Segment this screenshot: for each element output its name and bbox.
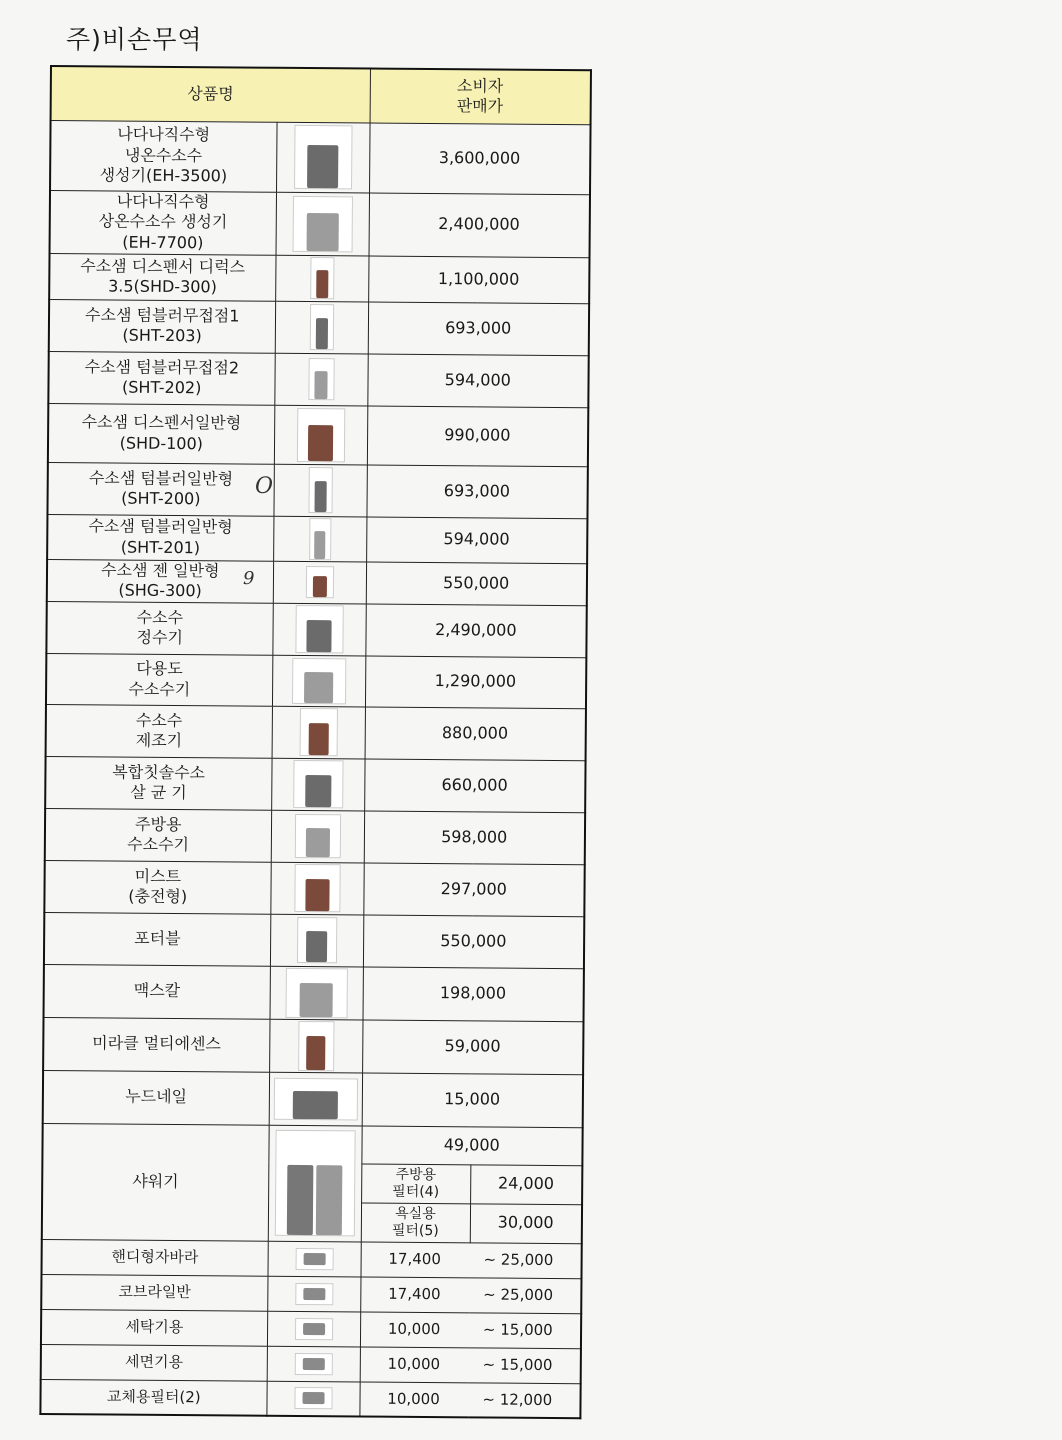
product-image-cell bbox=[270, 966, 363, 1020]
table-row bbox=[45, 756, 585, 812]
handwritten-mark: 9 bbox=[243, 568, 255, 589]
product-name-line: 생성기(EH-3500) bbox=[99, 165, 228, 186]
price-cell: 1,290,000 bbox=[365, 655, 586, 708]
product-photo bbox=[299, 708, 337, 756]
price-cell: 3,600,000 bbox=[369, 123, 591, 195]
product-image-cell bbox=[273, 464, 366, 517]
product-image-cell bbox=[267, 1276, 360, 1312]
price-cell: 198,000 bbox=[363, 966, 584, 1021]
price-cell: 598,000 bbox=[364, 810, 585, 864]
product-name-cell bbox=[46, 704, 272, 758]
product-photo-shape bbox=[315, 318, 327, 349]
table-row bbox=[46, 601, 586, 657]
price-range-cell bbox=[359, 1381, 580, 1418]
table-row bbox=[41, 1344, 581, 1383]
price-min: 10,000 bbox=[387, 1319, 441, 1339]
filter-label-line: 필터(4) bbox=[392, 1183, 440, 1200]
product-image-cell bbox=[274, 405, 367, 465]
product-name-line: 수소수 bbox=[135, 710, 183, 730]
product-name-cell: 핸디형자바라 bbox=[42, 1239, 268, 1276]
price-table bbox=[39, 65, 592, 1419]
product-name-line: 나다나직수형 bbox=[117, 124, 211, 145]
product-name-line: 수소샘 텀블러일반형 bbox=[88, 516, 233, 537]
price-range-cell bbox=[360, 1276, 581, 1313]
handwritten-mark: O bbox=[255, 474, 274, 499]
product-name-line: (SHT-202) bbox=[121, 377, 202, 398]
product-name-cell bbox=[47, 514, 273, 561]
product-image-cell bbox=[273, 561, 366, 604]
filter-price-cell: 30,000 bbox=[470, 1203, 582, 1243]
product-photo-shape bbox=[304, 672, 333, 703]
filter-label-cell bbox=[361, 1202, 470, 1242]
product-photo bbox=[291, 657, 345, 703]
price-min: 17,400 bbox=[388, 1249, 441, 1269]
price-cell: 49,000 bbox=[361, 1125, 582, 1165]
product-name-line: (SHT-203) bbox=[122, 325, 202, 346]
table-row bbox=[44, 912, 584, 968]
product-photo bbox=[310, 257, 334, 299]
table-row bbox=[47, 559, 587, 605]
price-cell: 2,490,000 bbox=[365, 603, 586, 657]
product-name-line: 3.5(SHD-300) bbox=[108, 276, 217, 297]
product-name-line: 수소샘 디스펜서 디럭스 bbox=[80, 255, 246, 277]
product-name-cell: 세면기용 bbox=[41, 1344, 267, 1381]
product-photo-shape bbox=[312, 576, 326, 597]
price-range bbox=[360, 1389, 580, 1410]
product-photo bbox=[273, 1077, 357, 1120]
product-name-cell bbox=[50, 120, 277, 192]
product-image-cell bbox=[272, 706, 365, 759]
product-name-cell bbox=[45, 808, 271, 862]
table-row bbox=[40, 1379, 580, 1418]
price-range bbox=[361, 1319, 581, 1340]
product-name-cell bbox=[50, 190, 276, 255]
price-max: ~ 15,000 bbox=[482, 1355, 553, 1374]
product-image-cell bbox=[267, 1346, 360, 1382]
product-photo-shape bbox=[314, 531, 325, 559]
product-photo-shape bbox=[308, 425, 333, 461]
product-photo bbox=[296, 917, 336, 963]
price-cell: 1,100,000 bbox=[368, 256, 589, 304]
product-name-cell bbox=[45, 756, 271, 810]
product-image-cell bbox=[267, 1311, 360, 1347]
table-row bbox=[49, 299, 589, 355]
product-name-line: (EH-7700) bbox=[122, 232, 204, 252]
product-name-line: 수소수기 bbox=[127, 834, 190, 855]
price-max: ~ 12,000 bbox=[482, 1390, 553, 1409]
product-name-line: 수소샘 디스펜서일반형 bbox=[81, 412, 242, 433]
product-name-line: 누드네일 bbox=[125, 1086, 188, 1107]
product-photo-shape bbox=[316, 1165, 343, 1235]
price-cell: 660,000 bbox=[364, 758, 585, 812]
price-range bbox=[361, 1249, 581, 1270]
product-image-cell bbox=[271, 810, 364, 863]
table-row bbox=[44, 860, 584, 916]
price-cell: 15,000 bbox=[362, 1072, 583, 1127]
product-image-cell bbox=[268, 1125, 362, 1242]
product-photo-shape bbox=[293, 1090, 338, 1118]
product-photo bbox=[294, 1317, 332, 1339]
product-photo-shape bbox=[300, 982, 333, 1016]
product-image-cell bbox=[269, 1072, 362, 1126]
table-row bbox=[41, 1309, 581, 1348]
product-name-line: 제조기 bbox=[135, 730, 183, 751]
price-cell: 59,000 bbox=[362, 1019, 583, 1074]
product-photo-shape bbox=[316, 270, 328, 298]
product-photo bbox=[294, 1387, 332, 1409]
product-photo bbox=[295, 605, 343, 653]
table-row bbox=[41, 1274, 581, 1313]
price-min: 10,000 bbox=[387, 1354, 441, 1374]
price-min: 10,000 bbox=[387, 1389, 440, 1408]
product-photo-shape bbox=[303, 1323, 325, 1335]
product-name-cell bbox=[48, 351, 274, 405]
product-name-line: 상온수소수 생성기 bbox=[98, 211, 228, 232]
product-image-cell bbox=[269, 1019, 362, 1073]
product-image-cell bbox=[275, 255, 368, 302]
price-header-line2: 판매가 bbox=[456, 96, 504, 116]
product-image-cell bbox=[266, 1381, 359, 1417]
product-photo bbox=[274, 1130, 355, 1237]
product-name-cell bbox=[44, 964, 270, 1019]
product-image-cell bbox=[272, 655, 365, 707]
product-photo-shape bbox=[306, 1036, 325, 1070]
product-photo bbox=[308, 467, 332, 513]
table-row bbox=[43, 1070, 583, 1127]
product-photo bbox=[295, 1247, 333, 1269]
table-row bbox=[45, 808, 585, 864]
table-row bbox=[50, 190, 590, 257]
product-photo bbox=[309, 304, 333, 350]
product-name-line: 다용도 bbox=[136, 658, 183, 679]
table-row bbox=[47, 462, 587, 518]
product-name-cell bbox=[49, 299, 275, 353]
product-name-line: 주방용 bbox=[135, 814, 182, 834]
price-sheet bbox=[39, 65, 590, 1419]
price-cell: 880,000 bbox=[365, 706, 586, 760]
filter-label-line: 필터(5) bbox=[391, 1222, 439, 1239]
price-cell: 2,400,000 bbox=[369, 193, 590, 258]
product-name-line: 미라클 멀티에센스 bbox=[92, 1033, 221, 1054]
product-photo-shape bbox=[314, 481, 326, 512]
product-name-cell bbox=[44, 912, 270, 966]
filter-price-cell: 24,000 bbox=[470, 1164, 582, 1204]
product-photo bbox=[285, 967, 347, 1017]
table-header-row bbox=[51, 66, 591, 124]
product-name-cell bbox=[46, 601, 272, 655]
table-row bbox=[50, 120, 591, 194]
product-name-cell bbox=[47, 559, 273, 603]
product-name-line: 수소샘 텀블러일반형 bbox=[88, 467, 234, 488]
product-photo-shape bbox=[305, 828, 329, 857]
product-photo bbox=[295, 1282, 333, 1304]
table-row bbox=[47, 514, 587, 563]
product-photo-shape bbox=[302, 1358, 324, 1370]
product-photo-shape bbox=[308, 723, 328, 755]
product-photo-shape bbox=[303, 1253, 325, 1265]
product-photo-shape bbox=[303, 1288, 325, 1300]
table-row bbox=[48, 403, 588, 466]
price-cell: 594,000 bbox=[367, 354, 588, 408]
table-row bbox=[46, 704, 586, 760]
product-photo-shape bbox=[306, 213, 338, 251]
product-photo bbox=[298, 1020, 334, 1070]
table-row bbox=[46, 653, 586, 708]
product-image-cell bbox=[274, 353, 367, 406]
product-name-cell bbox=[43, 1017, 269, 1072]
price-header bbox=[370, 69, 591, 125]
product-name-line: (SHG-300) bbox=[118, 580, 202, 601]
product-photo bbox=[296, 407, 344, 461]
price-cell: 693,000 bbox=[366, 465, 587, 519]
product-name-line: (SHT-200) bbox=[121, 488, 201, 509]
product-name-cell bbox=[46, 653, 272, 706]
price-range bbox=[360, 1354, 580, 1375]
product-image-cell bbox=[267, 1241, 360, 1277]
product-photo bbox=[293, 760, 343, 808]
product-photo-shape bbox=[305, 879, 329, 911]
price-cell: 297,000 bbox=[363, 862, 584, 916]
product-photo bbox=[294, 1352, 332, 1374]
product-image-cell bbox=[270, 914, 363, 967]
product-photo-shape bbox=[305, 775, 331, 807]
table-row bbox=[48, 351, 588, 407]
product-name-line: 수소수기 bbox=[128, 679, 191, 699]
product-photo bbox=[308, 358, 334, 400]
product-name-line: 수소수 bbox=[136, 607, 184, 627]
table-row bbox=[49, 253, 589, 303]
product-photo-shape bbox=[306, 931, 327, 962]
product-photo-shape bbox=[314, 371, 327, 399]
product-photo-shape bbox=[306, 620, 331, 652]
product-photo bbox=[294, 814, 340, 858]
product-name-cell bbox=[49, 253, 275, 301]
table-row bbox=[42, 1239, 582, 1278]
product-name-line: 수소샘 텀블러무접점1 bbox=[85, 304, 240, 326]
product-image-cell bbox=[271, 758, 364, 811]
product-name-cell: 코브라일반 bbox=[41, 1274, 267, 1311]
filter-label-line: 욕실용 bbox=[395, 1206, 436, 1223]
product-name-line: 냉온수소수 bbox=[124, 145, 203, 165]
product-photo-shape bbox=[302, 1392, 324, 1404]
product-name-line: 수소샘 젠 일반형 bbox=[101, 559, 220, 580]
product-name-line: 수소샘 텀블러무접점2 bbox=[84, 356, 240, 378]
price-cell: 990,000 bbox=[367, 406, 588, 467]
product-name-cell bbox=[48, 403, 274, 464]
product-name-cell bbox=[44, 860, 270, 914]
product-name-line: 포터블 bbox=[134, 928, 181, 948]
product-image-cell bbox=[270, 862, 363, 915]
price-cell: 594,000 bbox=[366, 516, 587, 563]
table-row bbox=[42, 1123, 582, 1165]
price-range-cell bbox=[360, 1311, 581, 1348]
product-image-cell bbox=[275, 301, 368, 354]
table-row bbox=[44, 964, 584, 1021]
filter-label-line: 주방용 bbox=[395, 1167, 437, 1184]
price-cell: 550,000 bbox=[366, 561, 587, 605]
product-image-cell bbox=[276, 122, 370, 193]
price-header-line1: 소비자 bbox=[456, 75, 504, 96]
product-image-cell bbox=[273, 516, 366, 562]
price-max: ~ 25,000 bbox=[483, 1285, 554, 1304]
price-cell: 550,000 bbox=[363, 914, 584, 968]
price-range-cell bbox=[360, 1241, 581, 1278]
product-name-line: (SHT-201) bbox=[120, 537, 201, 557]
product-photo bbox=[294, 864, 340, 912]
product-name-cell: 샤워기 bbox=[42, 1123, 269, 1241]
price-range-cell bbox=[360, 1346, 581, 1383]
product-name-line: 미스트 bbox=[134, 866, 182, 886]
product-name-header: 상품명 bbox=[51, 66, 370, 123]
product-name-cell bbox=[47, 462, 273, 516]
product-name-cell bbox=[43, 1070, 269, 1125]
product-photo-shape bbox=[307, 145, 338, 188]
price-min: 17,400 bbox=[388, 1284, 441, 1304]
product-image-cell bbox=[276, 192, 369, 256]
product-name-cell: 세탁기용 bbox=[41, 1309, 267, 1346]
product-name-line: (충전형) bbox=[128, 886, 188, 907]
product-photo bbox=[292, 195, 352, 251]
price-max: ~ 25,000 bbox=[483, 1250, 554, 1269]
product-name-line: 나다나직수형 bbox=[116, 191, 210, 212]
price-cell: 693,000 bbox=[368, 302, 589, 356]
price-max: ~ 15,000 bbox=[482, 1320, 553, 1339]
product-name-line: 복합칫솔수소 bbox=[112, 762, 206, 782]
product-name-line: 살 균 기 bbox=[130, 782, 187, 803]
company-name: 주)비손무역 bbox=[66, 25, 203, 54]
product-name-line: (SHD-100) bbox=[119, 433, 204, 453]
product-photo-shape bbox=[287, 1165, 314, 1235]
product-photo bbox=[305, 566, 333, 598]
table-row bbox=[43, 1017, 583, 1074]
product-name-line: 맥스칼 bbox=[133, 980, 181, 1001]
product-photo bbox=[294, 125, 353, 189]
product-photo bbox=[309, 518, 331, 560]
product-image-cell bbox=[272, 603, 365, 656]
product-name-cell: 교체용필터(2) bbox=[40, 1379, 266, 1416]
filter-label-cell bbox=[361, 1163, 470, 1203]
product-name-line: 정수기 bbox=[136, 627, 184, 648]
price-range bbox=[361, 1284, 581, 1305]
